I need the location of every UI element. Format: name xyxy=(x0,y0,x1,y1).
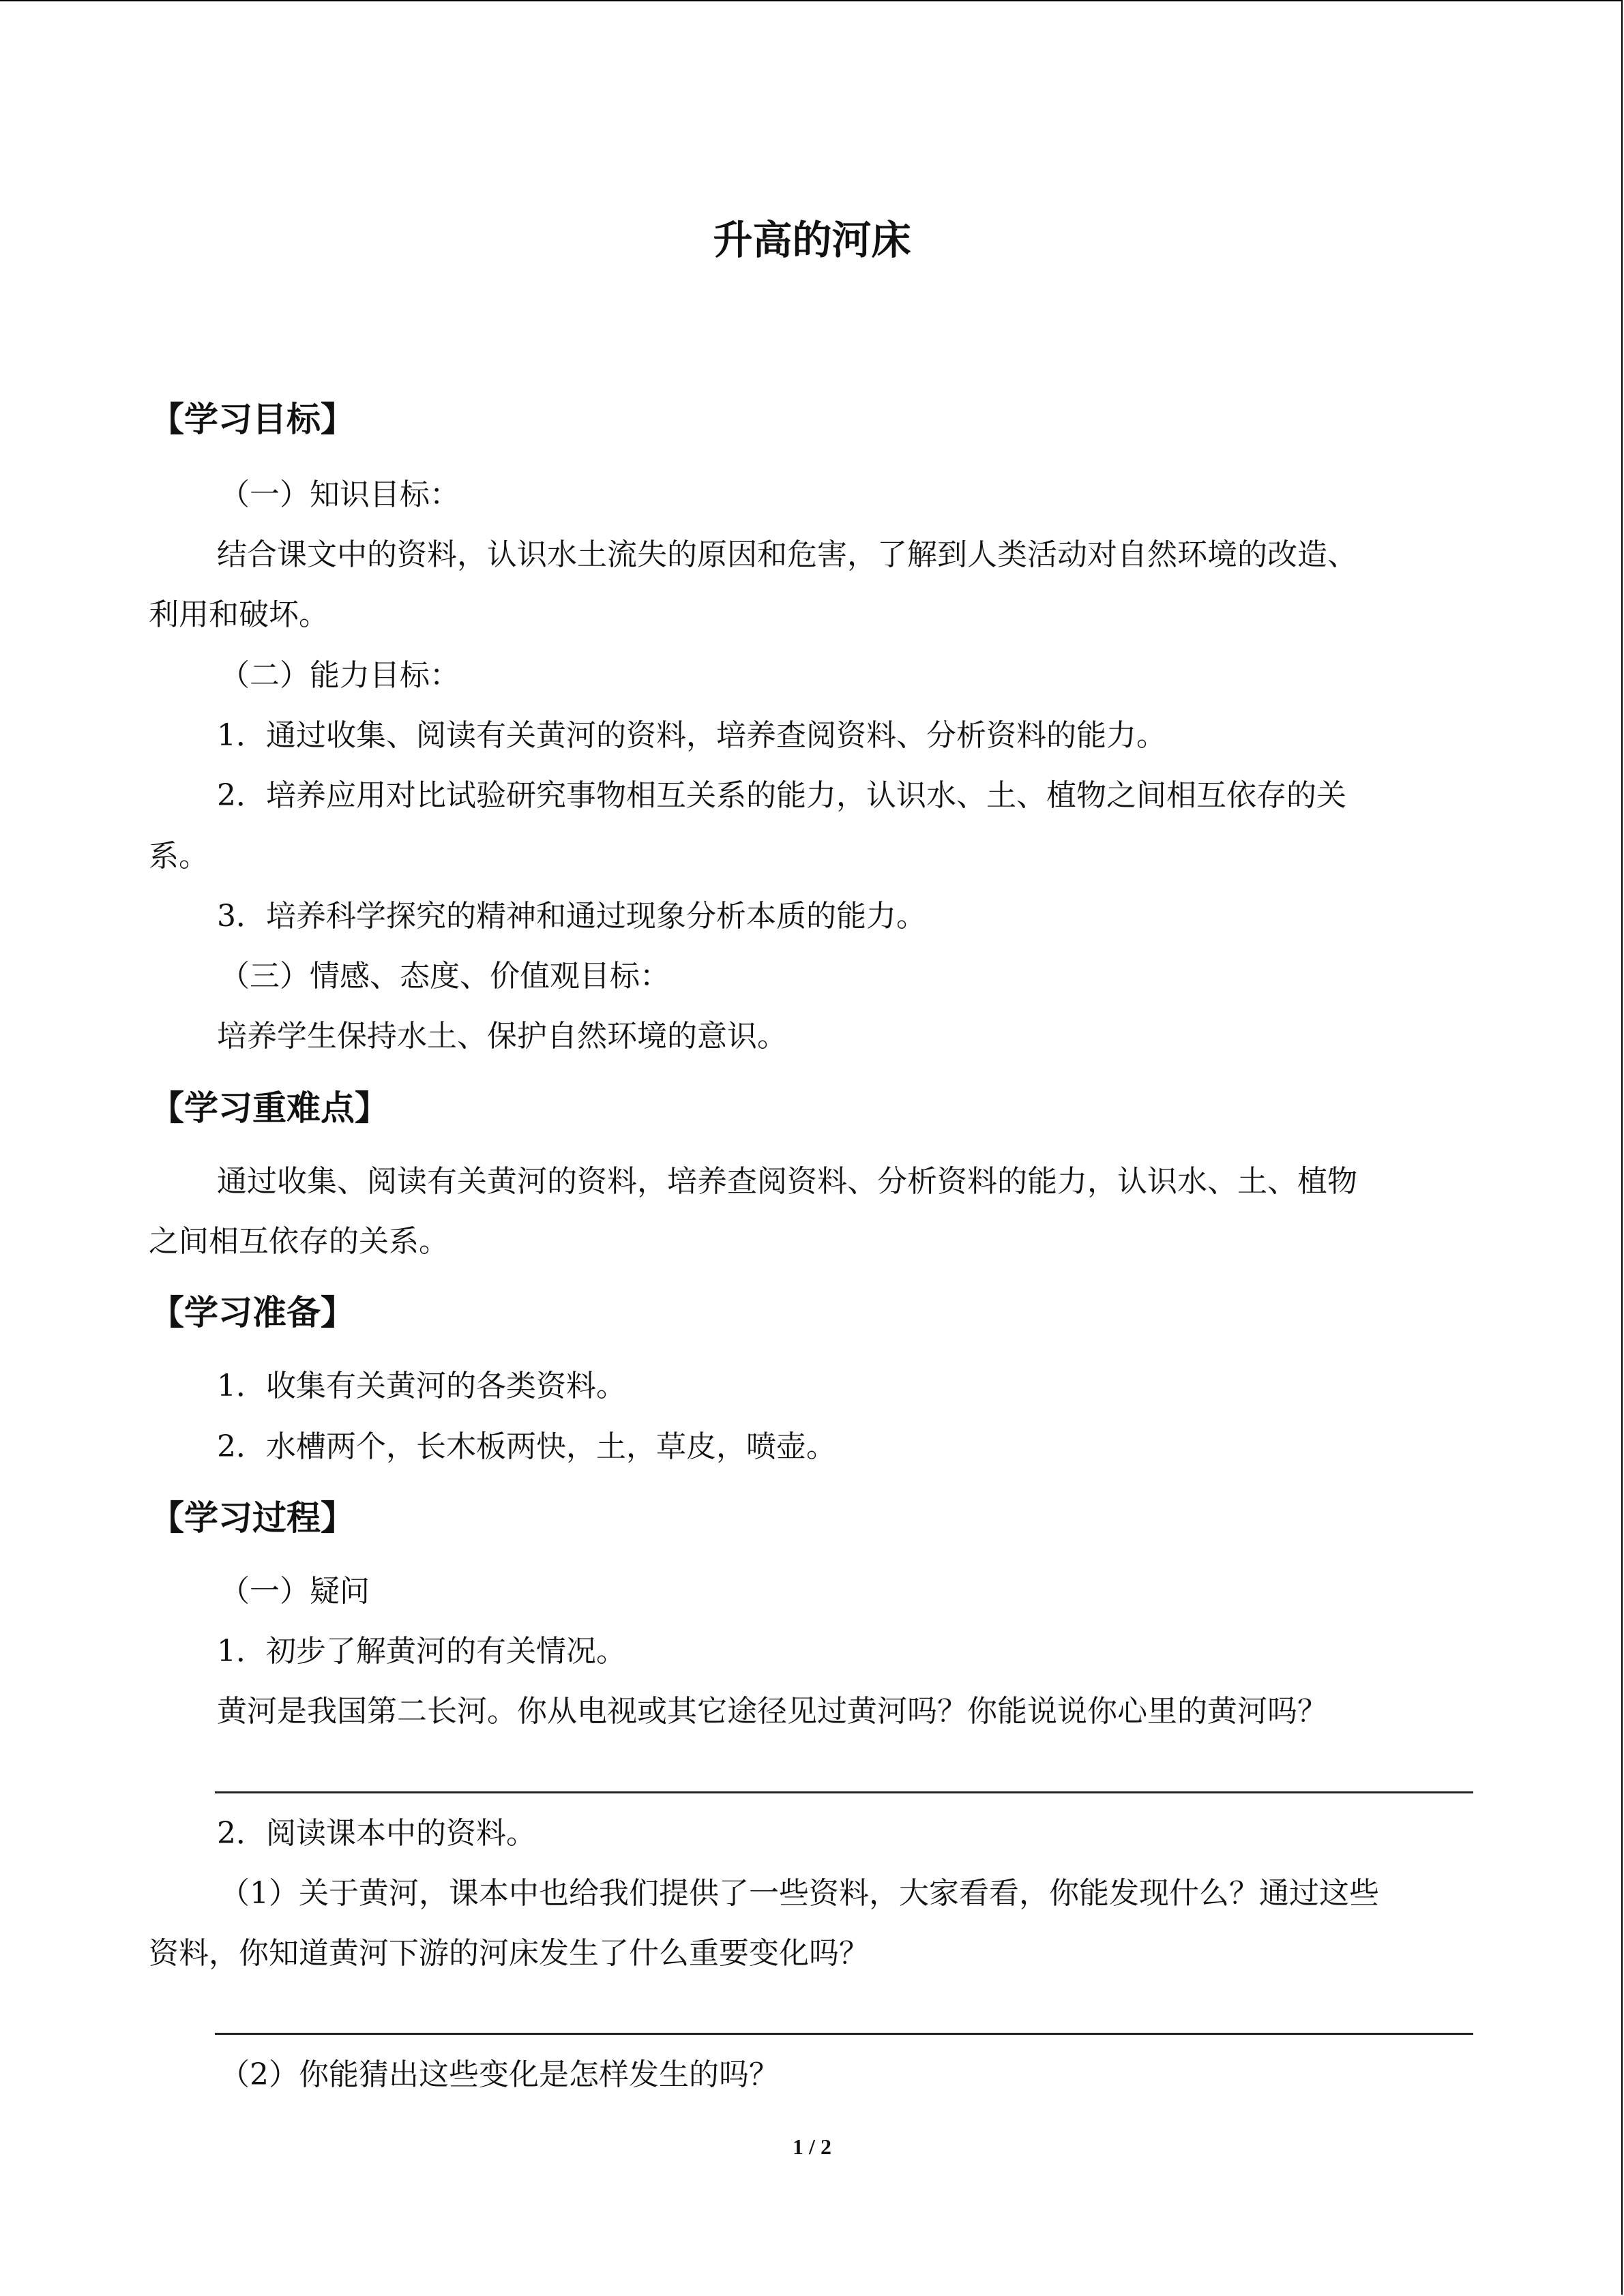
heading-key-points: 【学习重难点】 xyxy=(150,1088,389,1128)
question-2-title: 2．阅读课本中的资料。 xyxy=(217,1816,536,1851)
heading-objectives: 【学习目标】 xyxy=(150,400,355,439)
ability-item-3: 3．培养科学探究的精神和通过现象分析本质的能力。 xyxy=(217,899,926,934)
heading-process: 【学习过程】 xyxy=(150,1498,355,1538)
emotion-label: （三）情感、态度、价值观目标： xyxy=(220,959,670,994)
preparation-item-1: 1．收集有关黄河的各类资料。 xyxy=(217,1369,626,1403)
question-1-text: 黄河是我国第二长河。你从电视或其它途径见过黄河吗？你能说说你心里的黄河吗？ xyxy=(217,1694,1327,1729)
page-number: 1 / 2 xyxy=(793,2134,831,2159)
page-title: 升高的河床 xyxy=(713,217,911,263)
preparation-item-2: 2．水槽两个，长木板两快，土，草皮，喷壶。 xyxy=(217,1429,836,1464)
process-step-label: （一）疑问 xyxy=(220,1574,370,1609)
key-points-text-2: 之间相互依存的关系。 xyxy=(149,1224,449,1259)
ability-item-1: 1．通过收集、阅读有关黄河的资料，培养查阅资料、分析资料的能力。 xyxy=(217,718,1166,753)
knowledge-text-2: 利用和破坏。 xyxy=(149,597,329,632)
ability-item-2b: 系。 xyxy=(149,839,209,874)
ability-label: （二）能力目标： xyxy=(220,658,460,693)
answer-line-1[interactable] xyxy=(215,1791,1473,1793)
question-2-sub-1a: （1）关于黄河，课本中也给我们提供了一些资料，大家看看，你能发现什么？通过这些 xyxy=(220,1876,1379,1911)
knowledge-label: （一）知识目标： xyxy=(220,477,460,512)
question-2-sub-2: （2）你能猜出这些变化是怎样发生的吗？ xyxy=(220,2057,779,2092)
ability-item-2a: 2．培养应用对比试验研究事物相互关系的能力，认识水、土、植物之间相互依存的关 xyxy=(217,778,1346,813)
question-1-title: 1．初步了解黄河的有关情况。 xyxy=(217,1634,626,1669)
key-points-text-1: 通过收集、阅读有关黄河的资料，培养查阅资料、分析资料的能力，认识水、土、植物 xyxy=(217,1164,1357,1199)
heading-preparation: 【学习准备】 xyxy=(150,1293,355,1332)
emotion-text: 培养学生保持水土、保护自然环境的意识。 xyxy=(217,1019,787,1054)
question-2-sub-1b: 资料，你知道黄河下游的河床发生了什么重要变化吗？ xyxy=(149,1936,869,1971)
knowledge-text-1: 结合课文中的资料，认识水土流失的原因和危害，了解到人类活动对自然环境的改造、 xyxy=(217,537,1357,572)
answer-line-2[interactable] xyxy=(215,2033,1473,2035)
